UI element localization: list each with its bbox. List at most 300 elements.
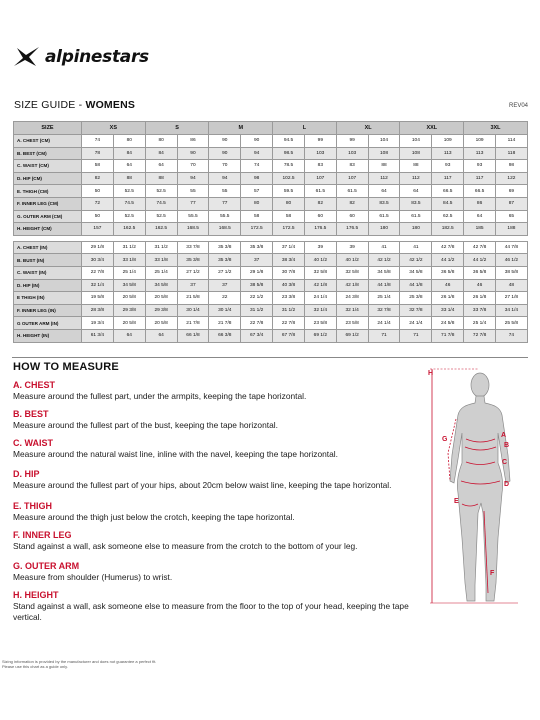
table-cell: 74 xyxy=(496,329,528,342)
table-cell: 67 7/8 xyxy=(273,329,305,342)
table-cell: 60 xyxy=(304,210,336,223)
table-cell: 37 1/4 xyxy=(273,241,305,254)
table-cell: 32 5/8 xyxy=(336,266,368,279)
table-cell: 29 1/8 xyxy=(241,266,273,279)
measure-heading: F. INNER LEG xyxy=(13,530,72,540)
table-cell: 61.5 xyxy=(368,210,400,223)
table-cell: 32 7/8 xyxy=(368,304,400,317)
table-cell: 117 xyxy=(432,172,464,185)
measure-text: Measure around the thigh just below the crotch, keeping the tape horizontal. xyxy=(13,512,295,522)
table-cell: 69 xyxy=(496,185,528,198)
section-divider xyxy=(12,357,528,358)
table-cell: 20 5/8 xyxy=(113,292,145,305)
table-cell: 69 1/2 xyxy=(336,329,368,342)
table-cell: 22 7/8 xyxy=(82,266,114,279)
table-cell: 32 5/8 xyxy=(304,266,336,279)
table-cell: 27 1/2 xyxy=(209,266,241,279)
table-cell: 25 1/4 xyxy=(464,317,496,330)
table-cell: 64 xyxy=(113,329,145,342)
table-cell: 172.5 xyxy=(273,223,305,236)
size-header-row xyxy=(14,122,528,135)
table-cell: 70 xyxy=(177,160,209,173)
table-cell: 52.5 xyxy=(145,210,177,223)
table-cell: 30 1/4 xyxy=(209,304,241,317)
table-cell: 46 xyxy=(432,279,464,292)
table-cell: 162.5 xyxy=(145,223,177,236)
row-label: C. WAIST (IN) xyxy=(14,266,82,279)
table-cell: 48 xyxy=(496,279,528,292)
table-cell: 70 xyxy=(209,160,241,173)
measure-heading: C. WAIST xyxy=(13,438,53,448)
table-cell: 98 xyxy=(241,172,273,185)
table-cell: 90 xyxy=(241,135,273,148)
table-cell: 21 5/8 xyxy=(177,292,209,305)
table-cell: 86 xyxy=(464,197,496,210)
table-cell: 61 3/4 xyxy=(82,329,114,342)
table-cell: 83.5 xyxy=(368,197,400,210)
table-cell: 41 xyxy=(400,241,432,254)
table-cell: 24 5/8 xyxy=(432,317,464,330)
body-measurement-figure xyxy=(428,363,533,613)
table-cell: 62.5 xyxy=(432,210,464,223)
table-cell: 114 xyxy=(496,135,528,148)
table-cell: 33 7/8 xyxy=(464,304,496,317)
table-cell: 31 1/2 xyxy=(273,304,305,317)
table-cell: 93 xyxy=(432,160,464,173)
table-cell: 26 1/8 xyxy=(432,292,464,305)
footer-line-1: Sizing information is provided by the manufacturer and does not guarantee a perfect fit. xyxy=(2,659,157,664)
table-cell: 90 xyxy=(209,135,241,148)
table-cell: 67 3/4 xyxy=(241,329,273,342)
table-cell: 25 3/8 xyxy=(400,292,432,305)
table-cell: 52.5 xyxy=(113,210,145,223)
table-cell: 84 xyxy=(113,147,145,160)
table-cell: 19 5/8 xyxy=(82,292,114,305)
table-cell: 80 xyxy=(273,197,305,210)
how-to-measure-title: HOW TO MEASURE xyxy=(13,361,119,373)
table-cell: 64 xyxy=(400,185,432,198)
table-cell: 44 1/2 xyxy=(432,254,464,267)
table-cell: 32 1/4 xyxy=(336,304,368,317)
table-cell: 83 xyxy=(304,160,336,173)
figure-label-h: H xyxy=(428,370,434,377)
table-cell: 52.5 xyxy=(145,185,177,198)
table-cell: 88 xyxy=(368,160,400,173)
row-label: E THIGH (IN) xyxy=(14,292,82,305)
table-cell: 77 xyxy=(209,197,241,210)
table-cell: 112 xyxy=(368,172,400,185)
table-cell: 44 1/8 xyxy=(368,279,400,292)
table-cell: 117 xyxy=(464,172,496,185)
table-cell: 20 5/8 xyxy=(145,317,177,330)
revision-label: REV04 xyxy=(508,103,528,109)
table-cell: 37 xyxy=(241,254,273,267)
figure-label-b: B xyxy=(504,442,510,449)
table-cell: 55 xyxy=(209,185,241,198)
measure-item xyxy=(13,530,423,552)
table-cell: 34 5/8 xyxy=(400,266,432,279)
row-label: C. WAIST (CM) xyxy=(14,160,82,173)
table-cell: 176.5 xyxy=(304,223,336,236)
table-cell: 102.5 xyxy=(273,172,305,185)
table-cell: 35 3/8 xyxy=(209,241,241,254)
table-cell: 33 1/4 xyxy=(432,304,464,317)
table-cell: 34 1/4 xyxy=(496,304,528,317)
table-cell: 50 xyxy=(82,185,114,198)
table-cell: 58 xyxy=(241,210,273,223)
table-cell: 107 xyxy=(336,172,368,185)
table-cell: 168.5 xyxy=(209,223,241,236)
row-label: D. HIP (CM) xyxy=(14,172,82,185)
table-cell: 29 1/8 xyxy=(82,241,114,254)
table-cell: 44 1/8 xyxy=(400,279,432,292)
table-cell: 50 xyxy=(82,210,114,223)
table-cell: 22 7/8 xyxy=(241,317,273,330)
table-cell: 94.5 xyxy=(273,135,305,148)
table-cell: 31 1/2 xyxy=(241,304,273,317)
table-cell: 35 3/8 xyxy=(241,241,273,254)
table-cell: 185 xyxy=(464,223,496,236)
table-cell: 104 xyxy=(400,135,432,148)
table-cell: 23 5/8 xyxy=(304,317,336,330)
table-cell: 31 1/2 xyxy=(145,241,177,254)
table-cell: 71 xyxy=(368,329,400,342)
table-cell: 34 5/8 xyxy=(368,266,400,279)
row-label: H. HEIGHT (CM) xyxy=(14,223,82,236)
footer-line-2: Please use this chart as a guide only. xyxy=(2,664,68,669)
table-cell: 30 1/4 xyxy=(177,304,209,317)
table-cell: 40 3/8 xyxy=(273,279,305,292)
table-cell: 35 3/8 xyxy=(177,254,209,267)
table-cell: 74 xyxy=(241,160,273,173)
size-header-s: S xyxy=(145,122,209,135)
table-cell: 168.5 xyxy=(177,223,209,236)
table-row xyxy=(14,160,528,173)
table-cell: 84 xyxy=(145,147,177,160)
table-cell: 21 7/8 xyxy=(177,317,209,330)
measure-item xyxy=(13,561,423,583)
size-header-m: M xyxy=(209,122,273,135)
table-row xyxy=(14,317,528,330)
table-cell: 24 1/4 xyxy=(368,317,400,330)
row-label: A. CHEST (IN) xyxy=(14,241,82,254)
table-cell: 44 1/2 xyxy=(464,254,496,267)
table-cell: 32 1/4 xyxy=(82,279,114,292)
table-cell: 65 xyxy=(496,210,528,223)
table-cell: 162.5 xyxy=(113,223,145,236)
table-cell: 23 5/8 xyxy=(336,317,368,330)
table-cell: 72 xyxy=(82,197,114,210)
table-row xyxy=(14,266,528,279)
table-cell: 21 7/8 xyxy=(209,317,241,330)
brand-logo[interactable] xyxy=(12,40,149,74)
table-row xyxy=(14,185,528,198)
table-cell: 64 xyxy=(464,210,496,223)
table-cell: 64 xyxy=(113,160,145,173)
table-cell: 31 1/2 xyxy=(113,241,145,254)
table-cell: 42 7/8 xyxy=(464,241,496,254)
table-row xyxy=(14,279,528,292)
size-table xyxy=(13,121,528,343)
figure-label-c: C xyxy=(502,459,508,466)
table-cell: 55.5 xyxy=(177,210,209,223)
figure-label-f: F xyxy=(490,570,495,577)
table-cell: 61.5 xyxy=(304,185,336,198)
table-row xyxy=(14,172,528,185)
measure-text: Measure around the fullest part, under the armpits, keeping the tape horizontal. xyxy=(13,391,307,401)
figure-label-e: E xyxy=(454,498,459,505)
table-cell: 37 xyxy=(209,279,241,292)
table-cell: 122 xyxy=(496,172,528,185)
table-row xyxy=(14,197,528,210)
table-cell: 109 xyxy=(432,135,464,148)
measure-text: Measure around the fullest part of your hips, about 20cm below waist line, keeping the tape horizontal. xyxy=(13,480,392,490)
table-cell: 88 xyxy=(145,172,177,185)
measure-text: Measure around the natural waist line, inline with the navel, keeping the tape horizontal. xyxy=(13,449,338,459)
table-cell: 52.5 xyxy=(113,185,145,198)
table-cell: 64 xyxy=(368,185,400,198)
table-cell: 35 3/8 xyxy=(209,254,241,267)
table-cell: 19 3/4 xyxy=(82,317,114,330)
row-label: G OUTER ARM (IN) xyxy=(14,317,82,330)
measure-text: Stand against a wall, ask someone else to measure from the crotch to the bottom of your leg. xyxy=(13,541,358,551)
table-cell: 74.5 xyxy=(145,197,177,210)
table-cell: 112 xyxy=(400,172,432,185)
table-cell: 77 xyxy=(177,197,209,210)
table-cell: 30 3/4 xyxy=(82,254,114,267)
table-cell: 25 5/8 xyxy=(496,317,528,330)
table-cell: 93 xyxy=(464,160,496,173)
table-cell: 39 xyxy=(304,241,336,254)
table-cell: 182.5 xyxy=(432,223,464,236)
table-cell: 90 xyxy=(209,147,241,160)
table-cell: 37 xyxy=(177,279,209,292)
row-label: H. HEIGHT (IN) xyxy=(14,329,82,342)
table-cell: 24 3/8 xyxy=(336,292,368,305)
table-cell: 64 xyxy=(145,160,177,173)
size-header-l: L xyxy=(273,122,337,135)
table-cell: 44 7/8 xyxy=(496,241,528,254)
table-cell: 99 xyxy=(304,135,336,148)
table-cell: 103 xyxy=(336,147,368,160)
measure-heading: G. OUTER ARM xyxy=(13,561,80,571)
table-cell: 42 1/2 xyxy=(400,254,432,267)
table-cell: 118 xyxy=(496,147,528,160)
table-cell: 25 1/4 xyxy=(113,266,145,279)
table-cell: 61.5 xyxy=(400,210,432,223)
table-cell: 88 xyxy=(113,172,145,185)
table-cell: 27 1/2 xyxy=(177,266,209,279)
table-cell: 71 xyxy=(400,329,432,342)
table-cell: 36 5/8 xyxy=(464,266,496,279)
table-row xyxy=(14,135,528,148)
table-cell: 71 7/8 xyxy=(432,329,464,342)
measure-heading: D. HIP xyxy=(13,469,40,479)
table-cell: 40 1/2 xyxy=(304,254,336,267)
table-cell: 40 1/2 xyxy=(336,254,368,267)
table-cell: 104 xyxy=(368,135,400,148)
table-cell: 33 7/8 xyxy=(177,241,209,254)
table-cell: 29 3/8 xyxy=(113,304,145,317)
table-cell: 58 xyxy=(273,210,305,223)
figure-label-g: G xyxy=(442,436,448,443)
table-cell: 180 xyxy=(400,223,432,236)
table-cell: 176.5 xyxy=(336,223,368,236)
table-cell: 61.5 xyxy=(336,185,368,198)
table-row xyxy=(14,223,528,236)
table-cell: 42 1/2 xyxy=(368,254,400,267)
row-label: F. INNER LEG (CM) xyxy=(14,197,82,210)
table-cell: 55 xyxy=(177,185,209,198)
table-cell: 32 7/8 xyxy=(400,304,432,317)
measure-item xyxy=(13,409,423,431)
size-header-xs: XS xyxy=(82,122,146,135)
alpinestars-star-icon xyxy=(12,44,42,70)
table-row xyxy=(14,210,528,223)
table-cell: 88 xyxy=(400,160,432,173)
table-cell: 27 1/8 xyxy=(496,292,528,305)
measure-item xyxy=(13,469,423,491)
table-cell: 58 xyxy=(82,160,114,173)
table-cell: 188 xyxy=(496,223,528,236)
table-cell: 20 5/8 xyxy=(113,317,145,330)
table-cell: 30 7/8 xyxy=(273,266,305,279)
table-cell: 20 5/8 xyxy=(145,292,177,305)
table-cell: 108 xyxy=(368,147,400,160)
table-cell: 55.5 xyxy=(209,210,241,223)
row-label: A. CHEST (CM) xyxy=(14,135,82,148)
table-cell: 33 1/8 xyxy=(145,254,177,267)
table-cell: 157 xyxy=(82,223,114,236)
table-row xyxy=(14,304,528,317)
measure-item xyxy=(13,501,423,523)
table-row xyxy=(14,241,528,254)
table-cell: 32 1/4 xyxy=(304,304,336,317)
table-cell: 98 xyxy=(496,160,528,173)
table-cell: 113 xyxy=(432,147,464,160)
table-cell: 83.5 xyxy=(400,197,432,210)
measure-item xyxy=(13,438,423,460)
measure-heading: B. BEST xyxy=(13,409,49,419)
measure-heading: E. THIGH xyxy=(13,501,53,511)
row-label: B. BUST (IN) xyxy=(14,254,82,267)
table-cell: 46 xyxy=(464,279,496,292)
row-label: F. INNER LEG (IN) xyxy=(14,304,82,317)
table-cell: 108 xyxy=(400,147,432,160)
table-cell: 22 1/2 xyxy=(241,292,273,305)
table-cell: 25 1/4 xyxy=(145,266,177,279)
table-cell: 99 xyxy=(336,135,368,148)
measure-heading: H. HEIGHT xyxy=(13,590,59,600)
table-cell: 80 xyxy=(113,135,145,148)
table-cell: 41 xyxy=(368,241,400,254)
row-label: B. BEST (CM) xyxy=(14,147,82,160)
table-cell: 78.5 xyxy=(273,160,305,173)
table-cell: 42 1/8 xyxy=(336,279,368,292)
brand-name: alpinestars xyxy=(45,47,149,67)
table-cell: 72 7/8 xyxy=(464,329,496,342)
table-cell: 34 5/8 xyxy=(113,279,145,292)
table-cell: 66 1/8 xyxy=(177,329,209,342)
footer-disclaimer xyxy=(2,659,156,669)
table-cell: 33 1/8 xyxy=(113,254,145,267)
table-cell: 34 5/8 xyxy=(145,279,177,292)
table-cell: 59.5 xyxy=(273,185,305,198)
table-cell: 24 1/4 xyxy=(304,292,336,305)
table-cell: 38 5/8 xyxy=(241,279,273,292)
table-cell: 80 xyxy=(145,135,177,148)
table-cell: 103 xyxy=(304,147,336,160)
table-cell: 28 3/8 xyxy=(82,304,114,317)
table-cell: 87 xyxy=(496,197,528,210)
table-cell: 29 3/8 xyxy=(145,304,177,317)
table-cell: 172.5 xyxy=(241,223,273,236)
figure-label-d: D xyxy=(504,481,510,488)
table-cell: 82 xyxy=(82,172,114,185)
size-header-3xl: 3XL xyxy=(464,122,528,135)
table-cell: 60 xyxy=(336,210,368,223)
table-cell: 25 1/4 xyxy=(368,292,400,305)
table-cell: 113 xyxy=(464,147,496,160)
table-cell: 64 xyxy=(145,329,177,342)
table-cell: 94 xyxy=(209,172,241,185)
table-cell: 83 xyxy=(336,160,368,173)
table-cell: 74 xyxy=(82,135,114,148)
table-row xyxy=(14,254,528,267)
table-cell: 66 3/8 xyxy=(209,329,241,342)
table-cell: 94 xyxy=(177,172,209,185)
table-cell: 78 xyxy=(82,147,114,160)
table-row xyxy=(14,329,528,342)
table-cell: 38 3/4 xyxy=(273,254,305,267)
table-cell: 94 xyxy=(241,147,273,160)
table-cell: 109 xyxy=(464,135,496,148)
table-cell: 36 5/8 xyxy=(432,266,464,279)
table-cell: 23 3/8 xyxy=(273,292,305,305)
table-cell: 82 xyxy=(336,197,368,210)
table-cell: 74.5 xyxy=(113,197,145,210)
table-cell: 38 5/8 xyxy=(496,266,528,279)
figure-label-a: A xyxy=(501,432,507,439)
measure-text: Stand against a wall, ask someone else to measure from the floor to the top of your head, keeping the tape vertical. xyxy=(13,601,409,622)
size-header-label: SIZE xyxy=(14,122,82,135)
table-cell: 66.5 xyxy=(432,185,464,198)
table-row xyxy=(14,147,528,160)
row-label: D. HIP (IN) xyxy=(14,279,82,292)
measure-text: Measure from shoulder (Humerus) to wrist. xyxy=(13,572,173,582)
table-cell: 42 1/8 xyxy=(304,279,336,292)
size-header-xl: XL xyxy=(336,122,400,135)
table-cell: 86 xyxy=(177,135,209,148)
row-label: E. THIGH (CM) xyxy=(14,185,82,198)
table-cell: 46 1/2 xyxy=(496,254,528,267)
table-cell: 66.5 xyxy=(464,185,496,198)
measure-heading: A. CHEST xyxy=(13,380,56,390)
table-cell: 26 1/8 xyxy=(464,292,496,305)
row-label: G. OUTER ARM (CM) xyxy=(14,210,82,223)
table-cell: 22 xyxy=(209,292,241,305)
table-cell: 84.5 xyxy=(432,197,464,210)
measure-item xyxy=(13,590,423,623)
table-cell: 69 1/2 xyxy=(304,329,336,342)
table-cell: 82 xyxy=(304,197,336,210)
table-cell: 39 xyxy=(336,241,368,254)
table-cell: 22 7/8 xyxy=(273,317,305,330)
measure-text: Measure around the fullest part of the bust, keeping the tape horizontal. xyxy=(13,420,278,430)
table-row xyxy=(14,292,528,305)
size-header-xxl: XXL xyxy=(400,122,464,135)
table-cell: 180 xyxy=(368,223,400,236)
